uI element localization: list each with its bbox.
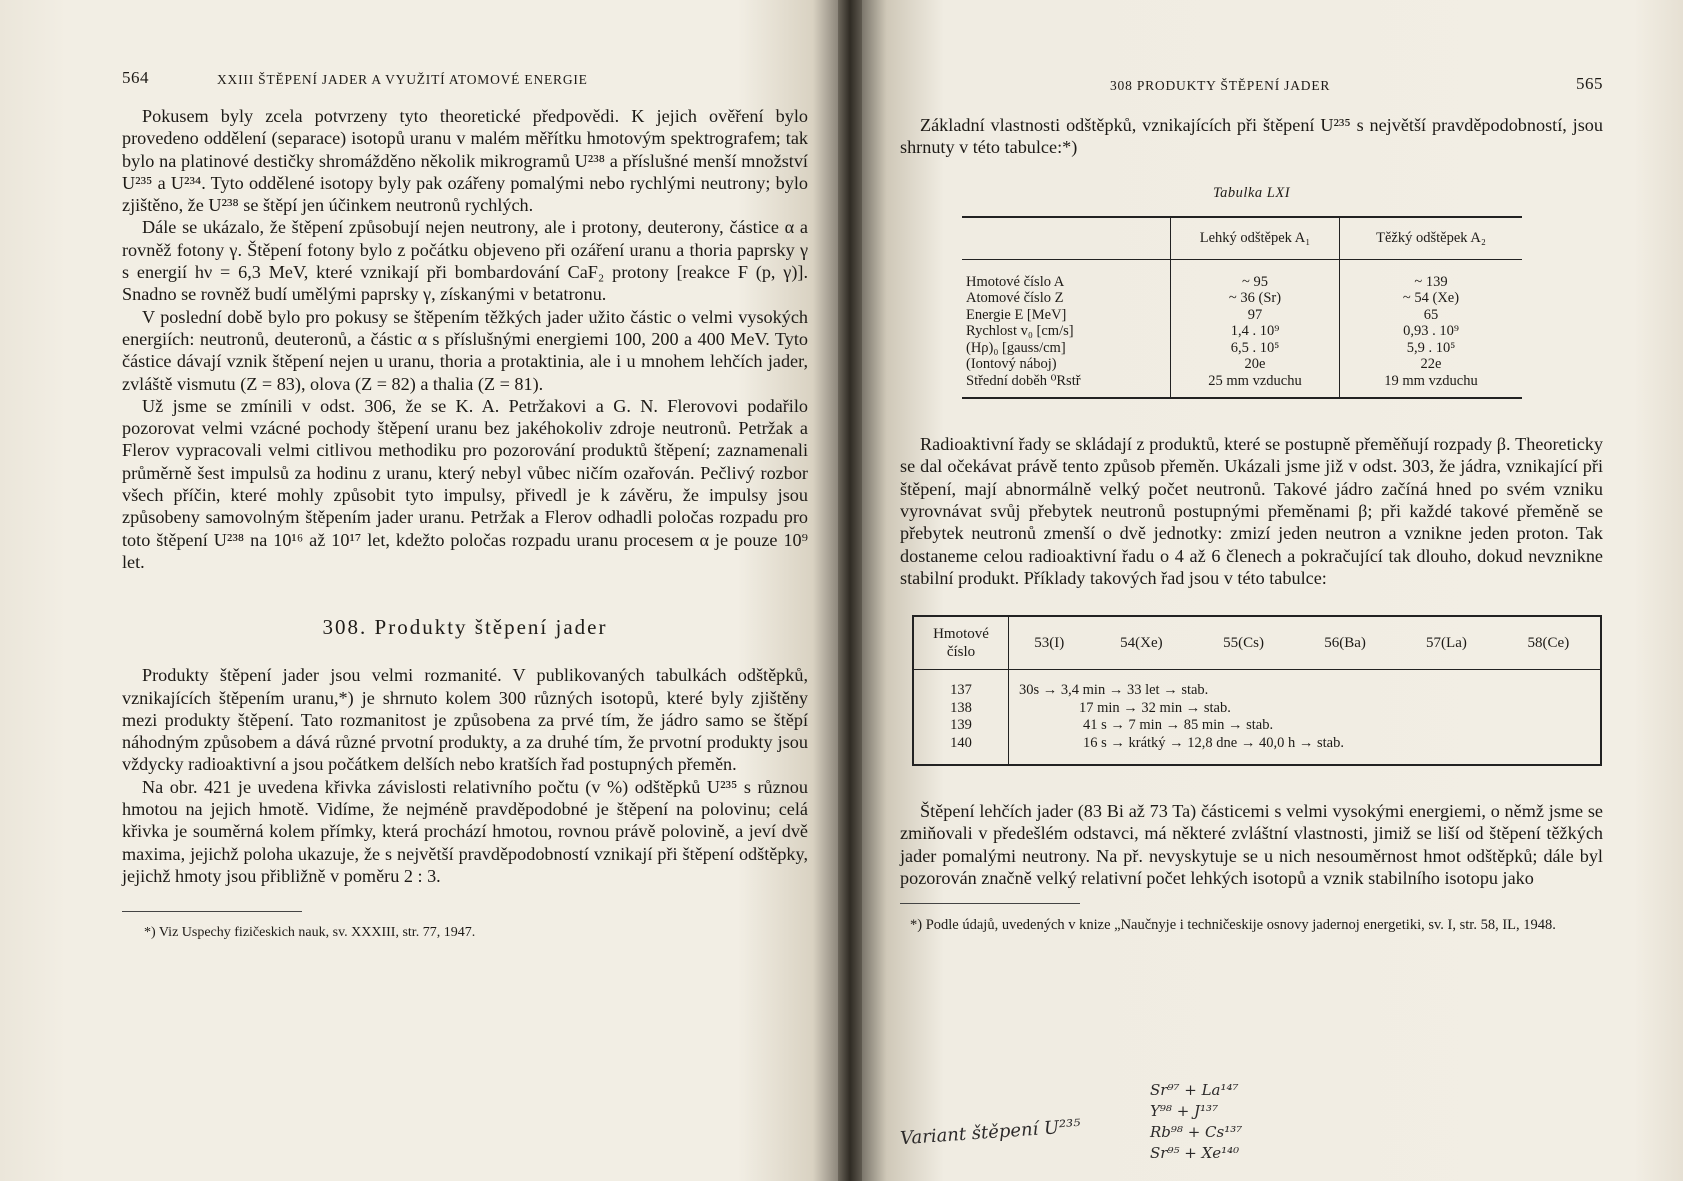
section-number: 308. <box>322 615 368 640</box>
table-cell: 65 <box>1423 306 1439 323</box>
table-header-row <box>962 217 1522 260</box>
handwritten-list <box>1150 1080 1242 1164</box>
left-body-text <box>122 105 808 573</box>
table-cell: 6,5 . 10⁵ <box>1230 339 1280 356</box>
footnote-rule <box>900 903 1080 904</box>
right-running-title: 308 PRODUKTY ŠTĚPENÍ JADER <box>1110 78 1331 93</box>
table-cell: 97 <box>1247 306 1263 323</box>
property-label: Hmotové číslo A <box>966 273 1065 290</box>
table-caption: Tabulka LXI <box>1212 184 1291 201</box>
handwritten-note: Variant štěpení U²³⁵ <box>899 1115 1082 1150</box>
right-footnote: *) Podle údajů, uvedených v knize „Naučnyje i techničeskije osnovy jadernoj energetiki, sv. I, str. 58, IL, 1948. <box>910 917 1556 934</box>
left-running-head <box>122 62 808 92</box>
left-page-number: 564 <box>122 68 149 87</box>
property-label: (Iontový náboj) <box>966 356 1057 373</box>
property-label: (Hρ)₀ [gauss/cm] <box>966 339 1066 356</box>
left-running-title: XXIII ŠTĚPENÍ JADER A VYUŽITÍ ATOMOVÉ ENERGIE <box>217 72 588 87</box>
table-cell: ~ 95 <box>1242 273 1268 290</box>
property-label: Střední doběh ⁰Rstř <box>966 372 1081 389</box>
decay-chain: 41 s → 7 min → 85 min → stab. <box>1083 717 1274 734</box>
table-row <box>962 259 1522 398</box>
mass-number: 140 <box>950 734 972 751</box>
decay-chain: 16 s → krátký → 12,8 dne → 40,0 h → stab. <box>1083 734 1344 751</box>
element-header: 58(Ce) <box>1497 616 1601 670</box>
property-label: Atomové číslo Z <box>966 290 1064 307</box>
table-header-row <box>913 616 1601 670</box>
table-cell: 22e <box>1420 356 1442 373</box>
right-page-number: 565 <box>1576 74 1603 93</box>
table-header-empty <box>962 217 1171 260</box>
decay-chain: 17 min → 32 min → stab. <box>1079 699 1231 716</box>
paragraph: Dále se ukázalo, že štěpení způsobují nejen neutrony, ale i protony, deuterony, částice α a rovněž fotony γ. Štěpení fotony bylo z počátku objeveno při ozáření uranu a thoria paprsky γ s energií hν = 6,3 MeV, které vznikají při bombardování CaF₂ protony [reakce F (p, γ)]. Snadno se rovněž budí umělými paprsky γ, získanými v betatronu. <box>122 217 808 305</box>
decay-chain: 30s → 3,4 min → 33 let → stab. <box>1019 682 1209 699</box>
decay-chain-table <box>912 615 1602 766</box>
table-cell: ~ 54 (Xe) <box>1402 290 1460 307</box>
heavy-fragment-column <box>1340 259 1523 398</box>
table-cell: 19 mm vzduchu <box>1384 372 1478 389</box>
handwritten-line: Sr⁹⁵ + Xe¹⁴⁰ <box>1150 1144 1240 1162</box>
fission-fragment-table <box>962 216 1522 400</box>
element-header: 53(I) <box>1009 616 1090 670</box>
section-heading <box>122 615 808 640</box>
paragraph: Štěpení lehčích jader (83 Bi až 73 Ta) částicemi s velmi vysokými energiemi, o němž jsme se zmiňovali v předešlém odstavci, má některé zvláštní vlastnosti, jimiž se liší od štěpení těžkých jader pomalými neutrony. Na př. nevyskytuje se u nich nesouměrnost hmot odštěpků; dále byl pozorován značně velký relativní počet lehkých isotopů a vznik stabilního isotopu jako <box>900 801 1603 889</box>
right-body-text <box>900 114 1603 934</box>
table-header-light: Lehký odštěpek A₁ <box>1171 217 1340 260</box>
handwritten-line: Sr⁹⁷ + La¹⁴⁷ <box>1150 1081 1239 1099</box>
table-header-heavy: Těžký odštěpek A₂ <box>1340 217 1523 260</box>
section-paragraph: Na obr. 421 je uvedena křivka závislosti relativního počtu (v %) odštěpků U²³⁵ s různou hmotou na jejich hmotě. Vidíme, že nejméně pravděpodobné je štěpení na polovinu; celá křivka je souměrná kolem přímky, která prochází hmotou, rovnou právě polovině, a jeví dvě maxima, jejichž poloha ukazuje, že s největší pravděpodobností vznikají při štěpení odštěpky, jejichž hmoty jsou přibližně v poměru 2 : 3. <box>122 776 808 886</box>
handwritten-line: Rb⁹⁸ + Cs¹³⁷ <box>1150 1123 1243 1141</box>
mass-number: 139 <box>950 717 972 734</box>
right-running-head <box>900 62 1603 92</box>
element-header: 56(Ba) <box>1294 616 1396 670</box>
left-page <box>0 0 838 1181</box>
element-header: 54(Xe) <box>1089 616 1193 670</box>
handwritten-line: Y⁹⁸ + J¹³⁷ <box>1150 1102 1219 1120</box>
mass-number: 137 <box>950 682 972 699</box>
mass-column <box>913 670 1009 766</box>
table-row <box>913 670 1601 766</box>
element-header: 57(La) <box>1396 616 1497 670</box>
table-cell: 1,4 . 10⁹ <box>1230 323 1280 340</box>
property-column <box>962 259 1171 398</box>
table-cell: ~ 139 <box>1414 273 1448 290</box>
paragraph: Radioaktivní řady se skládají z produktů, které se postupně přeměňují rozpady β. Theoreticky se dal očekávat právě tento způsob přeměn. Ukázali jsme již v odst. 303, že jádra, vznikající při štěpení, mají abnormálně velký počet neutronů. Takové jádro začíná hned po svém vzniku vyrovnávat svůj přebytek neutronů postupnými přeměnami β; při každé takové přeměně se přebytek neutronů zmenší o dvě jednotky: zmizí jeden neutron a vznikne jeden proton. Tak dostaneme celou radioaktivní řadu o 4 až 6 členech a pokračující tak dlouho, dokud nevznikne stabilní produkt. Příklady takových řad jsou v této tabulce: <box>900 434 1603 588</box>
left-footnote: *) Viz Uspechy fizičeskich nauk, sv. XXXIII, str. 77, 1947. <box>144 925 476 941</box>
table-cell: ~ 36 (Sr) <box>1228 290 1282 307</box>
element-header: 55(Cs) <box>1193 616 1294 670</box>
decay-chains-column <box>1009 670 1602 766</box>
footnote-rule <box>122 911 302 912</box>
property-label: Rychlost v₀ [cm/s] <box>966 323 1074 340</box>
paragraph: Už jsme se zmínili v odst. 306, že se K. A. Petržakovi a G. N. Flerovovi podařilo pozorovat velmi vzácné pochody štěpení uranu bez jakéhokoliv zdroje neutronů. Petržak a Flerov vypracovali velmi citlivou methodiku pro pozorování produktů štěpení; zaznamenali průměrně šest impulsů za hodinu z uranu, který nebyl vůbec ničím ozařován. Pečlivý rozbor všech příčin, které mohly způsobit tyto impulsy, přivedl je k závěru, že impulsy jsou způsobeny samovolným štěpením jader uranu. Petržak a Flerov odhadli poločas rozpadu pro toto štěpení U²³⁸ na 10¹⁶ až 10¹⁷ let, kdežto poločas rozpadu uranu procesem α je pouze 10⁹ let. <box>122 395 808 572</box>
intro-paragraph: Základní vlastnosti odštěpků, vznikajících při štěpení U²³⁵ s největší pravděpodobností, jsou shrnuty v této tabulce:*) <box>900 115 1603 158</box>
table-cell: 25 mm vzduchu <box>1208 372 1302 389</box>
right-page <box>862 0 1683 1181</box>
mass-number-header: Hmotové číslo <box>913 616 1009 670</box>
book-gutter <box>838 0 862 1181</box>
table-cell: 20e <box>1244 356 1266 373</box>
section-paragraph: Produkty štěpení jader jsou velmi rozmanité. V publikovaných tabulkách odštěpků, vznikajících štěpením uranu,*) je shrnuto kolem 300 různých isotopů, které byly zjištěny mezi produkty štěpení. Tato rozmanitost je způsobena za prvé tím, že jádro samo se štěpí náhodným způsobem a dává různé prvotní produkty, a za druhé tím, že prvotní produkty jsou vždycky radioaktivní a jsou počátkem delších nebo kratších řad postupných přeměn. <box>122 665 808 775</box>
paragraph: V poslední době bylo pro pokusy se štěpením těžkých jader užito částic o velmi vysokých energiích: neutronů, deuteronů, a částic α s příslušnými energiemi 100, 200 a 400 MeV. Tyto částice dávají vznik štěpení nejen u uranu, thoria a protaktinia, ale i u mnohem lehčích jader, zvláště vismutu (Z = 83), olova (Z = 82) a thalia (Z = 81). <box>122 306 808 394</box>
light-fragment-column <box>1171 259 1340 398</box>
paragraph: Pokusem byly zcela potvrzeny tyto theoretické předpovědi. K jejich ověření bylo provedeno oddělení (separace) isotopů uranu v malém měřítku hmotovým spektrografem; tak bylo na platinové destičky shromážděno několik mikrogramů U²³⁸ a příslušné menší množství U²³⁵ a U²³⁴. Tyto oddělené isotopy byly pak ozářeny pomalými nebo rychlými neutrony; bylo zjištěno, že U²³⁸ se štěpí jen účinkem neutronů rychlých. <box>122 106 808 216</box>
mass-number: 138 <box>950 699 972 716</box>
table-cell: 5,9 . 10⁵ <box>1406 339 1456 356</box>
property-label: Energie E [MeV] <box>966 306 1067 323</box>
table-cell: 0,93 . 10⁹ <box>1403 323 1459 340</box>
section-title: Produkty štěpení jader <box>374 615 608 640</box>
